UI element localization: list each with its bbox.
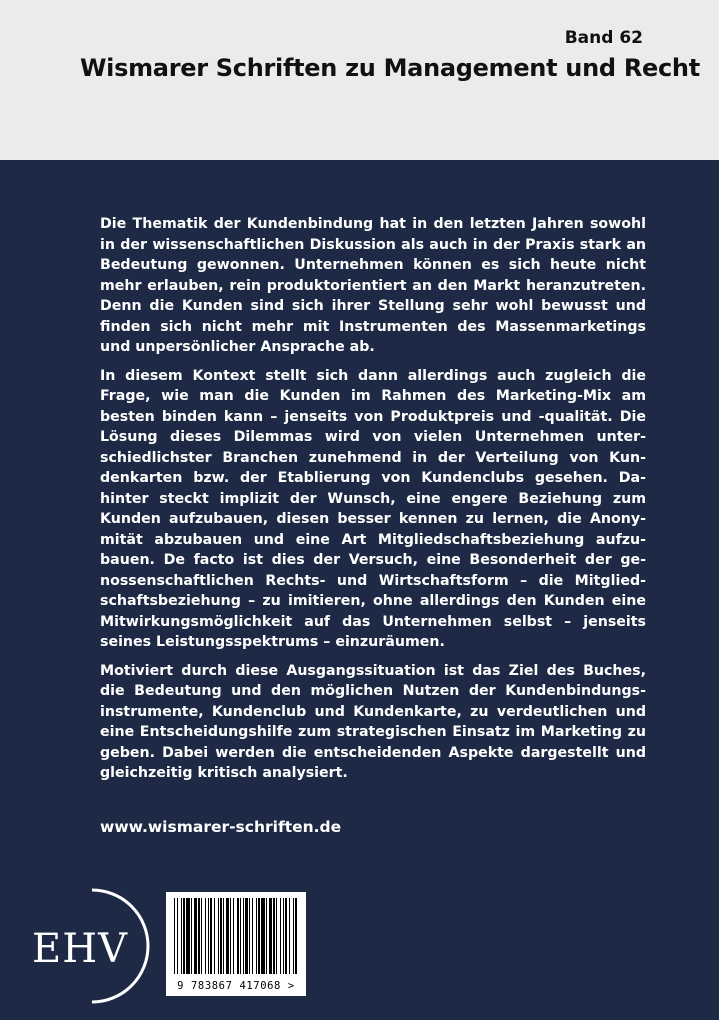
back-cover-blurb <box>100 214 646 792</box>
isbn-digits: 9 783867 417068 > <box>170 980 302 992</box>
blurb-paragraph-2: In diesem Kontext stellt sich dann allerdings auch zugleich die Frage, wie man die Kunden im Rahmen des Marketing-Mix am besten binden kann – jenseits von Produktpreis und -qualität. Die Lösung dieses Dilemmas wird von vielen Unternehmen unterschiedlichster Branchen zunehmend in der Verteilung von Kundenkarten bzw. der Etablierung von Kundenclubs gesehen. Dahinter steckt implizit der Wunsch, eine engere Beziehung zum Kunden aufzubauen, diesen besser kennen zu lernen, die Anonymität abzubauen und eine Art Mitgliedschaftsbeziehung aufzubauen. De facto ist dies der Versuch, eine Besonderheit der genossenschaftlichen Rechts- und Wirtschaftsform – die Mitgliedschaftsbeziehung – zu imitieren, ohne allerdings den Kunden eine Mitwirkungsmöglichkeit auf das Unternehmen selbst – jenseits seines Leistungsspektrums – einzuräumen. <box>100 367 646 650</box>
header-band <box>0 0 719 160</box>
isbn-barcode <box>166 892 306 996</box>
logo-text: EHV <box>32 926 128 972</box>
barcode-bars <box>172 898 300 974</box>
band-number: Band 62 <box>564 28 643 48</box>
blurb-paragraph-1: Die Thematik der Kundenbindung hat in den letzten Jahren sowohl in der wissenschaftlichen Diskussion als auch in der Praxis stark an Bedeutung gewonnen. Unternehmen können es sich heute nicht mehr erlauben, rein produktorientiert an den Markt heranzutreten. Denn die Kunden sind sich ihrer Stellung sehr wohl bewusst und finden sich nicht mehr mit Instrumenten des Massenmarketings und unpersönlicher Ansprache ab. <box>100 216 646 355</box>
blurb-paragraph-3: Motiviert durch diese Ausgangssituation ist das Ziel des Buches, die Bedeutung und den möglichen Nutzen der Kundenbindungsinstrumente, Kundenclub und Kundenkarte, zu verdeutlichen und eine Entscheidungshilfe zum strategischen Einsatz im Marketing zu geben. Dabei werden die entscheidenden Aspekte dargestellt und gleichzeitig kritisch analysiert. <box>100 662 646 781</box>
website-url: www.wismarer-schriften.de <box>100 818 342 836</box>
series-title: Wismarer Schriften zu Management und Recht <box>80 54 700 82</box>
publisher-logo <box>22 886 152 1006</box>
